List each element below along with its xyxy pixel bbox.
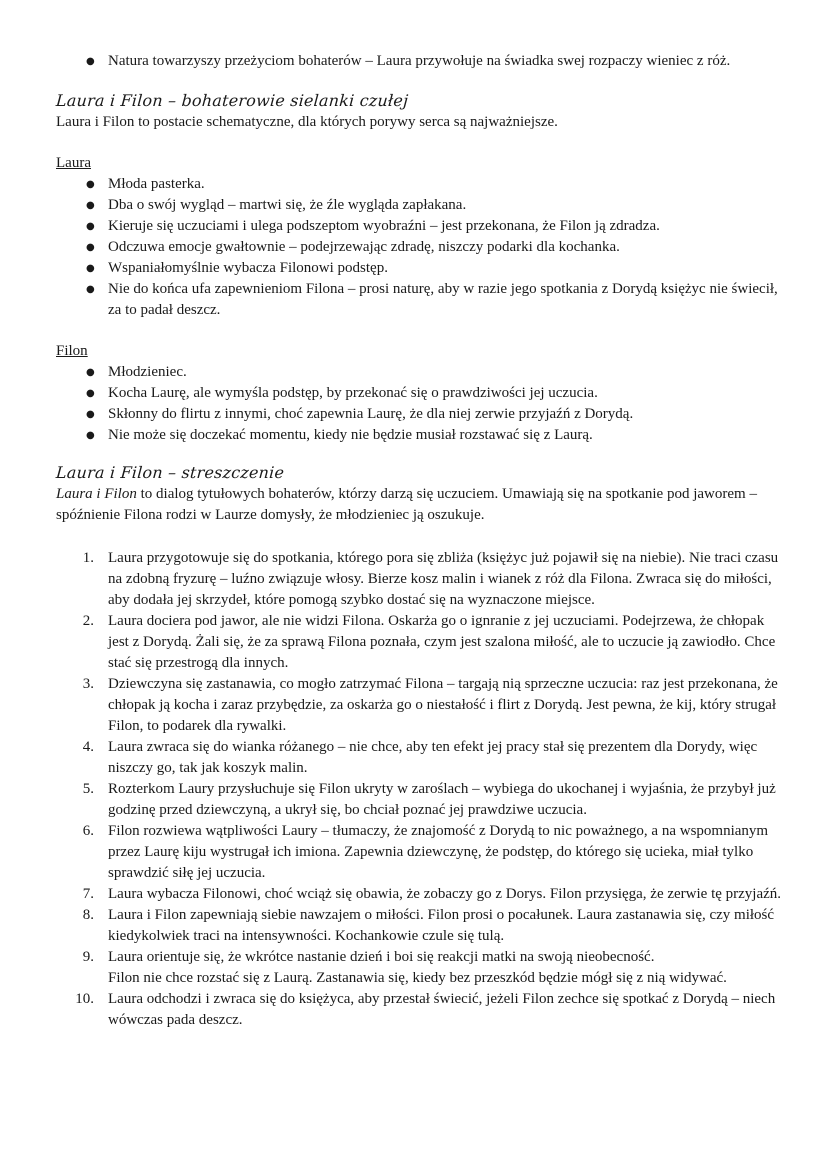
list-item bbox=[56, 989, 784, 1031]
list-item bbox=[56, 737, 784, 779]
list-item: ● Odczuwa emocje gwałtownie – podejrzewając zdradę, niszczy podarki dla kochanka. bbox=[56, 237, 784, 258]
list-item: ● Dba o swój wygląd – martwi się, że źle wygląda zapłakana. bbox=[56, 195, 784, 216]
summary-list bbox=[56, 548, 784, 1031]
list-item: ● Wspaniałomyślnie wybacza Filonowi podstęp. bbox=[56, 258, 784, 279]
item-text: Laura zwraca się do wianka różanego – nie chce, aby ten efekt jej pracy stał się prezentem dla Dorydy, więc niszczy go, tak jak koszyk malin. bbox=[108, 739, 758, 776]
item-text: Filon rozwiewa wątpliwości Laury – tłumaczy, że znajomość z Dorydą to nic poważnego, a na wspomnianym przez Laurę kiju wystrugał ich imiona. Zapewnia dziewczynę, że podstęp, do którego się ucieka, miał tylko sprawdzić siłę jej uczucia. bbox=[108, 823, 769, 881]
list-item bbox=[56, 884, 784, 905]
summary-intro bbox=[56, 484, 784, 526]
list-item: ● Skłonny do flirtu z innymi, choć zapewnia Laurę, że dla niej zerwie przyjaźń z Dorydą. bbox=[56, 404, 784, 425]
item-text-continued: Filon nie chce rozstać się z Laurą. Zastanawia się, kiedy bez przeszkód będzie mógł się z nią widywać. bbox=[108, 970, 727, 986]
item-number: 7. bbox=[82, 886, 94, 902]
list-item bbox=[56, 779, 784, 821]
list-item: ● Kieruje się uczuciami i ulega podszeptom wyobraźni – jest przekonana, że Filon ją zdradza. bbox=[56, 216, 784, 237]
item-number: 2. bbox=[82, 613, 94, 629]
item-text: Laura orientuje się, że wkrótce nastanie dzień i boi się reakcji matki na swoją nieobecność. bbox=[108, 949, 655, 965]
laura-traits-list bbox=[56, 174, 784, 321]
subheading-laura: Laura bbox=[56, 155, 91, 171]
list-item bbox=[56, 674, 784, 737]
list-item bbox=[56, 821, 784, 884]
subheading-filon: Filon bbox=[56, 343, 88, 359]
list-item: ● Natura towarzyszy przeżyciom bohaterów – Laura przywołuje na świadka swej rozpaczy wieniec z róż. bbox=[56, 51, 786, 72]
item-number: 4. bbox=[82, 739, 94, 755]
item-number: 10. bbox=[75, 991, 94, 1007]
section-heading-streszczenie: Laura i Filon – streszczenie bbox=[55, 463, 285, 482]
item-number: 6. bbox=[82, 823, 94, 839]
item-text: Laura i Filon zapewniają siebie nawzajem o miłości. Filon prosi o pocałunek. Laura zastanawia się, czy miłość kiedykolwiek traci na intensywności. Kochankowie czule się tulą. bbox=[108, 907, 775, 944]
list-item: ● Nie do końca ufa zapewnieniom Filona – prosi naturę, aby w razie jego spotkania z Dorydą księżyc nie świecił, za to padał deszcz. bbox=[56, 279, 784, 321]
item-text: Rozterkom Laury przysłuchuje się Filon ukryty w zaroślach – wybiega do ukochanej i wyjaśnia, że przybył już godzinę przed dziewczyną, a ukrył się, bo chciał poznać jej prawdziwe uczucia. bbox=[108, 781, 776, 818]
item-text: Laura odchodzi i zwraca się do księżyca, aby przestał świecić, jeżeli Filon zechce się spotkać z Dorydą – niech wówczas pada deszcz. bbox=[108, 991, 776, 1028]
item-number: 1. bbox=[82, 550, 94, 566]
work-title: Laura i Filon bbox=[56, 486, 137, 502]
list-item: ● Młodzieniec. bbox=[56, 362, 784, 383]
item-number: 8. bbox=[82, 907, 94, 923]
item-number: 3. bbox=[82, 676, 94, 692]
summary-intro-text: to dialog tytułowych bohaterów, którzy darzą się uczuciem. Umawiają się na spotkanie pod jaworem – spóźnienie Filona rodzi w Laurze domysły, że młodzieniec ją oszukuje. bbox=[56, 486, 757, 523]
list-item: ● Kocha Laurę, ale wymyśla podstęp, by przekonać się o prawdziwości jej uczucia. bbox=[56, 383, 784, 404]
item-text: Laura przygotowuje się do spotkania, którego pora się zbliża (księżyc już pojawił się na niebie). Nie traci czasu na zdobną fryzurę – luźno związuje włosy. Bierze kosz malin i wianek z róż dla Filona. Zwraca się do miłości, aby dodała jej skrzydeł, które pomogą szybko dostać się na wyznaczone miejsce. bbox=[108, 550, 779, 608]
item-text: Laura dociera pod jawor, ale nie widzi Filona. Oskarża go o ignranie z jej uczuciami. Podejrzewa, że chłopak jest z Dorydą. Żali się, że za sprawą Filona poznała, czym jest szalona miłość, ale to uczucie ją zawiodło. Chce stać się przestrogą dla innych. bbox=[108, 613, 776, 671]
item-number: 9. bbox=[82, 949, 94, 965]
top-bullet-list bbox=[56, 51, 786, 72]
list-item bbox=[56, 611, 784, 674]
section-heading-bohaterowie: Laura i Filon – bohaterowie sielanki czułej bbox=[55, 91, 409, 110]
list-item: ● Nie może się doczekać momentu, kiedy nie będzie musiał rozstawać się z Laurą. bbox=[56, 425, 784, 446]
item-number: 5. bbox=[82, 781, 94, 797]
list-item: ● Młoda pasterka. bbox=[56, 174, 784, 195]
list-item bbox=[56, 548, 784, 611]
filon-traits-list bbox=[56, 362, 784, 446]
list-item bbox=[56, 905, 784, 947]
section-intro: Laura i Filon to postacie schematyczne, dla których porywy serca są najważniejsze. bbox=[56, 114, 558, 130]
item-text: Laura wybacza Filonowi, choć wciąż się obawia, że zobaczy go z Dorys. Filon przysięga, że zerwie tę przyjaźń. bbox=[108, 886, 782, 902]
document-body bbox=[56, 90, 784, 1031]
item-text: Dziewczyna się zastanawia, co mogło zatrzymać Filona – targają nią sprzeczne uczucia: raz jest przekonana, że chłopak ją kocha i zaraz przybędzie, za oskarża go o niestałość i flirt z Dorydą. Jest pewna, że kij, który strugał Filon, to podarek dla rywalki. bbox=[108, 676, 778, 734]
list-item bbox=[56, 947, 784, 989]
